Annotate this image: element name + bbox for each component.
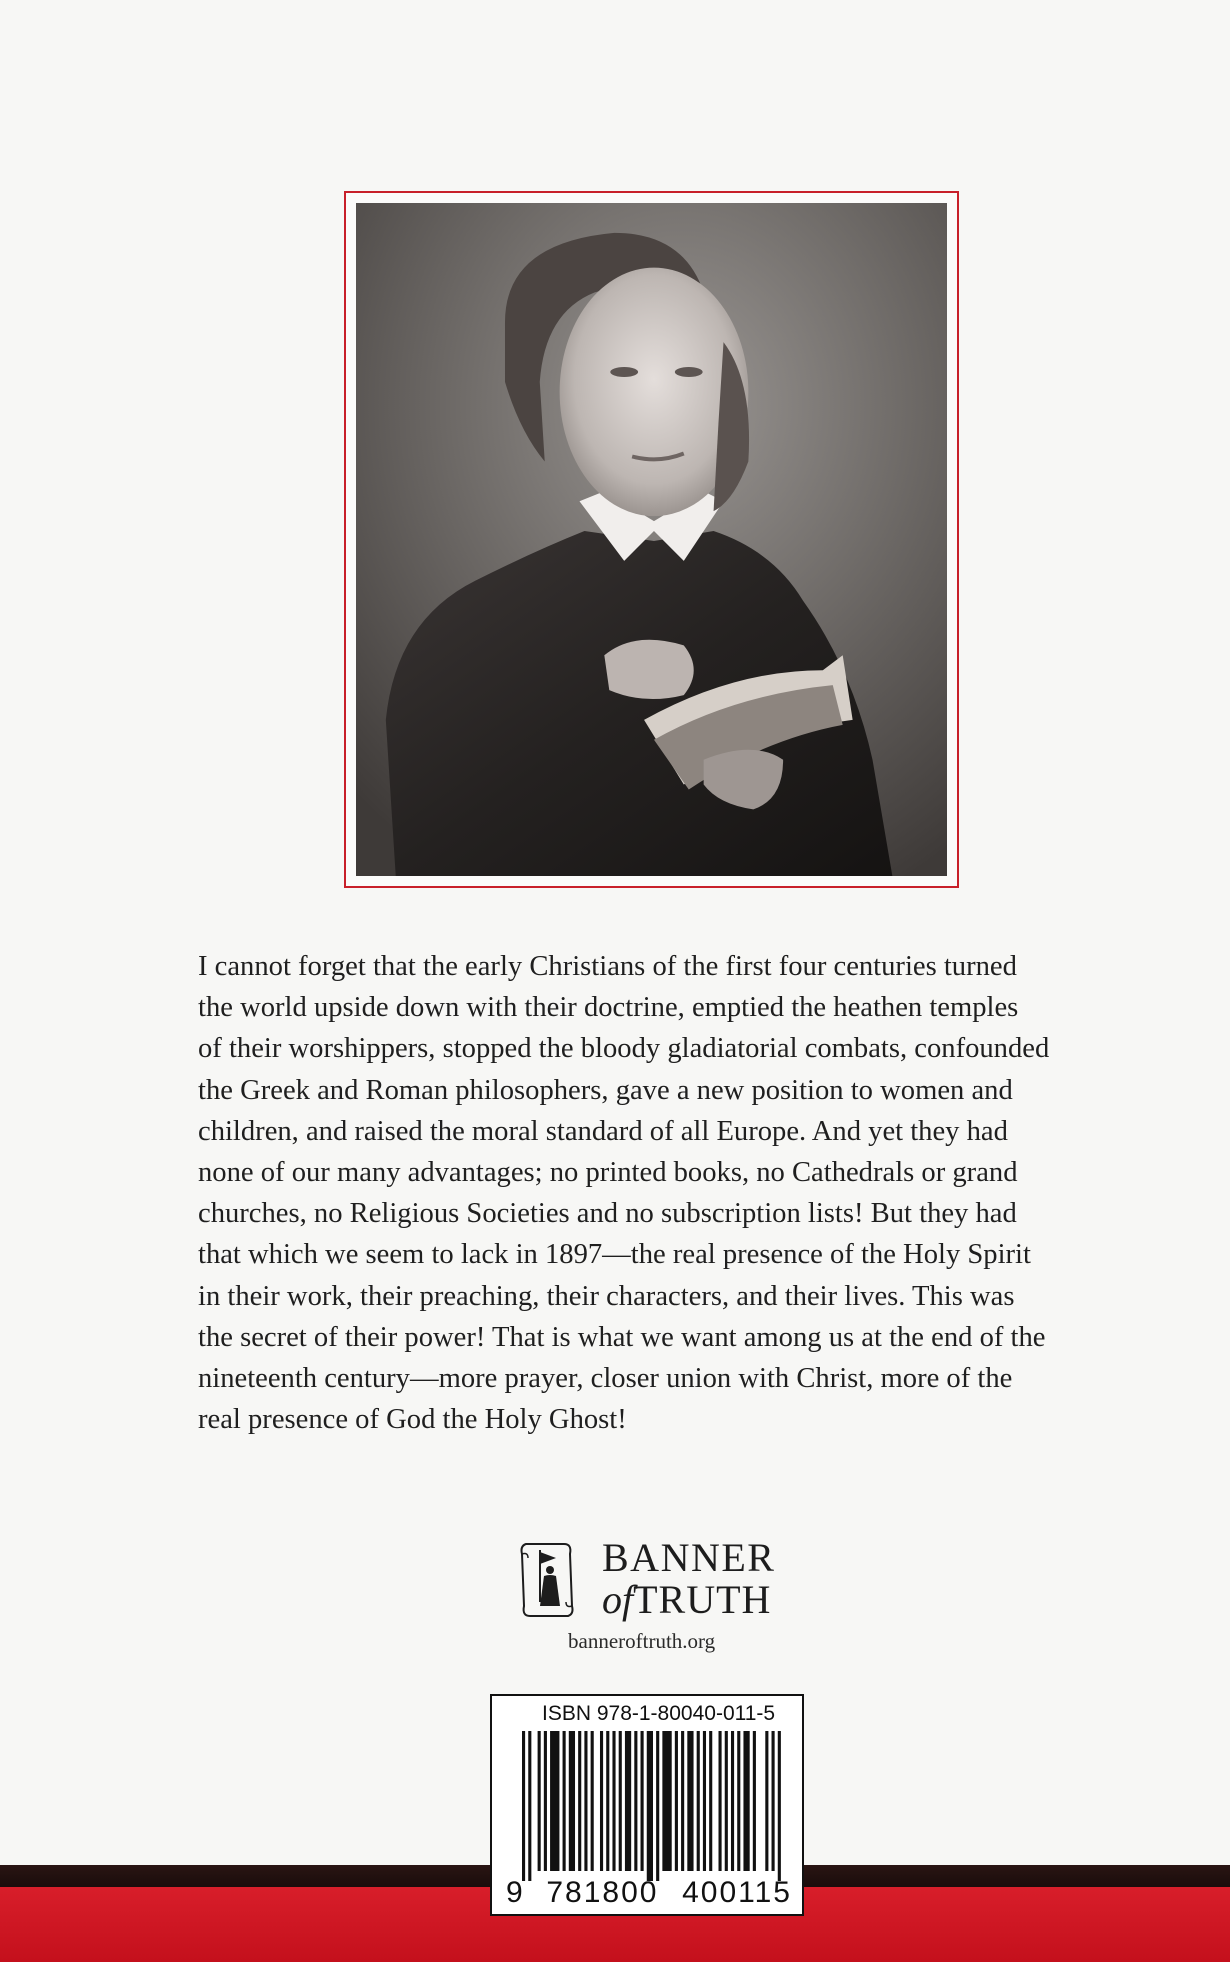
barcode-bar xyxy=(681,1731,684,1871)
barcode-bar xyxy=(743,1731,749,1871)
back-cover-quote xyxy=(198,946,1112,1440)
barcode-bar xyxy=(550,1731,559,1871)
barcode-bar xyxy=(600,1731,603,1871)
barcode-bar xyxy=(522,1731,525,1881)
isbn-barcode xyxy=(490,1694,804,1916)
barcode-bar xyxy=(765,1731,768,1871)
barcode-digit-lead: 9 xyxy=(506,1876,523,1909)
barcode-bar xyxy=(662,1731,671,1871)
quote-line: the Greek and Roman philosophers, gave a new position to women and xyxy=(198,1074,1013,1106)
quote-line: none of our many advantages; no printed books, no Cathedrals or grand xyxy=(198,1157,1018,1189)
barcode-bar xyxy=(634,1731,637,1871)
publisher-logo xyxy=(518,1535,798,1660)
quote-line: children, and raised the moral standard of all Europe. And yet they had xyxy=(198,1115,1008,1147)
barcode-bar xyxy=(725,1731,728,1871)
barcode-bar xyxy=(709,1731,712,1871)
quote-line: of their worshippers, stopped the bloody gladiatorial combats, confounded xyxy=(198,1033,1050,1065)
barcode-bar xyxy=(719,1731,722,1871)
barcode-bar xyxy=(625,1731,631,1871)
barcode-bar xyxy=(528,1731,531,1881)
quote-line: the secret of their power! That is what we want among us at the end of the xyxy=(198,1321,1046,1353)
portrait-illustration xyxy=(356,203,947,876)
quote-line: in their work, their preaching, their characters, and their lives. This was xyxy=(198,1280,1015,1312)
barcode-bars xyxy=(522,1731,784,1881)
barcode-bar xyxy=(731,1731,734,1871)
barcode-bar xyxy=(641,1731,644,1871)
barcode-bar xyxy=(772,1731,775,1871)
barcode-digit-group-2: 400115 xyxy=(682,1876,792,1909)
quote-line: churches, no Religious Societies and no subscription lists! But they had xyxy=(198,1198,1017,1230)
barcode-bar xyxy=(703,1731,706,1871)
quote-line: that which we seem to lack in 1897—the real presence of the Holy Spirit xyxy=(198,1239,1031,1271)
barcode-digits xyxy=(506,1876,792,1910)
quote-line: the world upside down with their doctrine, emptied the heathen temples xyxy=(198,992,1019,1024)
publisher-name-truth: TRUTH xyxy=(633,1577,772,1622)
quote-line: I cannot forget that the early Christians of the first four centuries turned xyxy=(198,951,1017,982)
barcode-bar xyxy=(544,1731,547,1871)
barcode-bar xyxy=(619,1731,622,1871)
portrait-frame xyxy=(344,191,959,888)
publisher-name-banner: BANNER xyxy=(602,1535,776,1580)
isbn-label: ISBN 978-1-80040-011-5 xyxy=(542,1702,776,1725)
author-portrait-image xyxy=(356,203,947,876)
barcode-bar xyxy=(538,1731,541,1871)
standard-bearer-emblem-icon xyxy=(518,1540,576,1620)
barcode-bar xyxy=(778,1731,781,1881)
barcode-bar xyxy=(647,1731,653,1881)
barcode-bar xyxy=(591,1731,594,1871)
publisher-url: banneroftruth.org xyxy=(568,1629,716,1653)
barcode-bar xyxy=(687,1731,693,1871)
barcode-bar xyxy=(563,1731,566,1871)
quote-line: real presence of God the Holy Ghost! xyxy=(198,1404,627,1436)
barcode-bar xyxy=(612,1731,615,1871)
barcode-bar xyxy=(737,1731,740,1871)
quote-line: nineteenth century—more prayer, closer union with Christ, more of the xyxy=(198,1363,1013,1395)
publisher-name-of-truth xyxy=(602,1576,771,1623)
barcode-bar xyxy=(569,1731,575,1871)
barcode-bar xyxy=(697,1731,700,1871)
barcode-bar xyxy=(753,1731,756,1871)
barcode-bar xyxy=(656,1731,659,1881)
barcode-bar xyxy=(578,1731,581,1871)
barcode-digit-group-1: 781800 xyxy=(546,1876,659,1909)
barcode-bar xyxy=(584,1731,587,1871)
barcode-bar xyxy=(606,1731,609,1871)
barcode-bar xyxy=(675,1731,678,1871)
publisher-name-of: of xyxy=(602,1577,634,1622)
